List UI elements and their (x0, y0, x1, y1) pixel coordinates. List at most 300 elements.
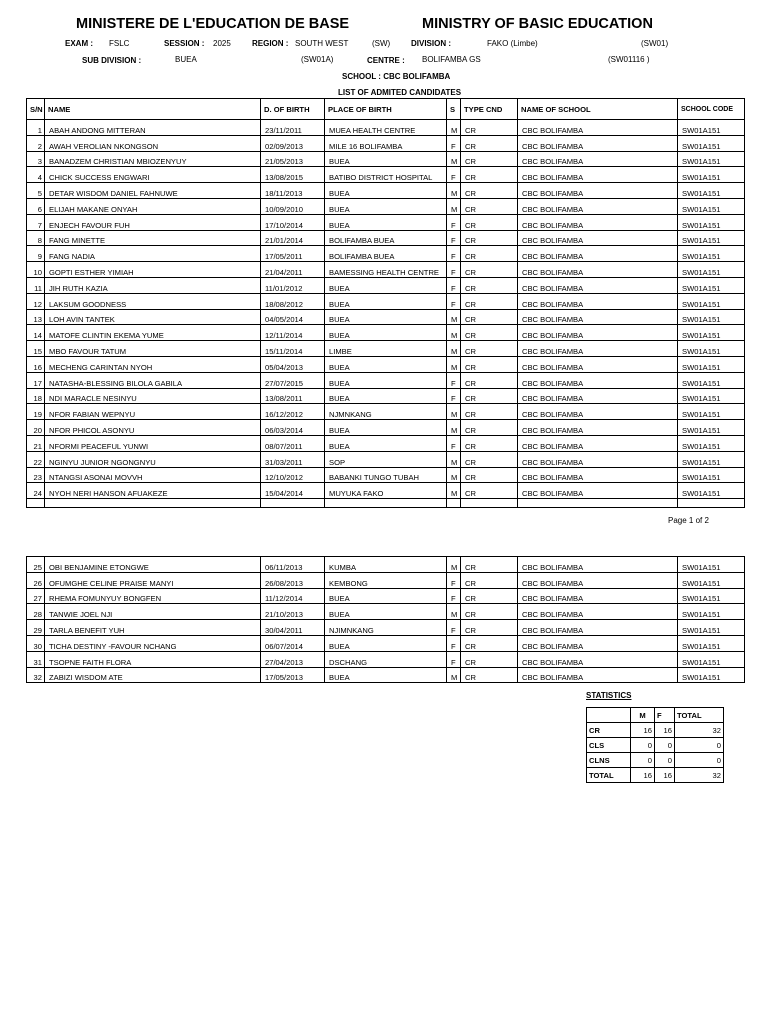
cell-place-of-birth: MUYUKA FAKO (325, 483, 447, 499)
cell-sn: 11 (27, 277, 45, 293)
cell-name: TANWIE JOEL NJI (45, 604, 261, 620)
stats-row (587, 723, 724, 738)
session-label: SESSION : (164, 39, 205, 48)
table-row (27, 277, 745, 293)
cell-school-name: CBC BOLIFAMBA (518, 230, 678, 246)
col-header-dob: D. OF BIRTH (261, 99, 325, 120)
cell-place-of-birth: BUEA (325, 667, 447, 683)
cell-sn: 9 (27, 246, 45, 262)
cell-sn: 14 (27, 325, 45, 341)
region-value: SOUTH WEST (295, 39, 349, 48)
table-row (27, 635, 745, 651)
cell-place-of-birth: BUEA (325, 356, 447, 372)
cell-dob: 21/04/2011 (261, 262, 325, 278)
statistics-table (586, 707, 724, 783)
stats-row-label: TOTAL (587, 768, 631, 783)
cell-school-name: CBC BOLIFAMBA (518, 588, 678, 604)
stats-row (587, 738, 724, 753)
stats-row-label: CLS (587, 738, 631, 753)
cell-sex: M (447, 309, 461, 325)
cell-type-cnd: CR (461, 667, 518, 683)
cell-school-code: SW01A151 (678, 309, 745, 325)
cell-sn: 20 (27, 420, 45, 436)
cell-school-name: CBC BOLIFAMBA (518, 151, 678, 167)
col-header-school-code: SCHOOL CODE (678, 99, 745, 120)
centre-code: (SW01116 ) (608, 55, 650, 64)
cell-school-code: SW01A151 (678, 262, 745, 278)
table-row (27, 135, 745, 151)
cell-sn: 17 (27, 372, 45, 388)
stats-header-m: M (631, 708, 655, 723)
cell-sn: 12 (27, 293, 45, 309)
cell-name: MBO FAVOUR TATUM (45, 341, 261, 357)
table-row (27, 183, 745, 199)
cell-sex: F (447, 435, 461, 451)
table-row (27, 651, 745, 667)
cell-dob: 18/11/2013 (261, 183, 325, 199)
cell-place-of-birth: BAMESSING HEALTH CENTRE (325, 262, 447, 278)
cell-sex: M (447, 557, 461, 573)
cell-sn: 29 (27, 620, 45, 636)
cell-type-cnd: CR (461, 198, 518, 214)
col-header-sn: S/N (27, 99, 45, 120)
cell-sn: 3 (27, 151, 45, 167)
stats-value: 0 (631, 753, 655, 768)
cell-school-name: CBC BOLIFAMBA (518, 183, 678, 199)
cell-dob: 04/05/2014 (261, 309, 325, 325)
cell-school-name: CBC BOLIFAMBA (518, 325, 678, 341)
cell-dob: 17/05/2011 (261, 246, 325, 262)
cell-sn: 24 (27, 483, 45, 499)
cell-type-cnd: CR (461, 451, 518, 467)
cell-sn: 28 (27, 604, 45, 620)
cell-sex: M (447, 604, 461, 620)
cell-type-cnd: CR (461, 572, 518, 588)
cell-sex: F (447, 262, 461, 278)
list-title: LIST OF ADMITED CANDIDATES (338, 88, 462, 97)
cell-dob: 13/08/2011 (261, 388, 325, 404)
cell-sex: F (447, 572, 461, 588)
cell-place-of-birth: BUEA (325, 372, 447, 388)
cell-sex: M (447, 198, 461, 214)
cell-place-of-birth: MUEA HEALTH CENTRE (325, 120, 447, 136)
cell-place-of-birth: DSCHANG (325, 651, 447, 667)
cell-school-code: SW01A151 (678, 420, 745, 436)
table-row (27, 467, 745, 483)
cell-school-code: SW01A151 (678, 667, 745, 683)
school-line: SCHOOL : CBC BOLIFAMBA (342, 72, 451, 81)
cell-sex: M (447, 183, 461, 199)
cell-school-code: SW01A151 (678, 293, 745, 309)
cell-sex: M (447, 404, 461, 420)
cell-school-code: SW01A151 (678, 135, 745, 151)
cell-name: NGINYU JUNIOR NGONGNYU (45, 451, 261, 467)
cell-school-name: CBC BOLIFAMBA (518, 135, 678, 151)
cell-type-cnd: CR (461, 277, 518, 293)
cell-school-code: SW01A151 (678, 356, 745, 372)
table-row (27, 435, 745, 451)
cell-school-name: CBC BOLIFAMBA (518, 246, 678, 262)
cell-name: DETAR WISDOM DANIEL FAHNUWE (45, 183, 261, 199)
col-header-sex: S (447, 99, 461, 120)
candidates-table-page-2 (26, 556, 745, 683)
table-row (27, 309, 745, 325)
cell-sex: F (447, 246, 461, 262)
cell-name: TICHA DESTINY -FAVOUR NCHANG (45, 635, 261, 651)
cell-school-code: SW01A151 (678, 341, 745, 357)
empty-cell (461, 499, 518, 508)
cell-name: TSOPNE FAITH FLORA (45, 651, 261, 667)
cell-place-of-birth: MILE 16 BOLIFAMBA (325, 135, 447, 151)
table-row (27, 293, 745, 309)
exam-label: EXAM : (65, 39, 93, 48)
cell-dob: 05/04/2013 (261, 356, 325, 372)
cell-school-code: SW01A151 (678, 151, 745, 167)
cell-school-name: CBC BOLIFAMBA (518, 404, 678, 420)
stats-header-total: TOTAL (675, 708, 724, 723)
cell-sn: 22 (27, 451, 45, 467)
stats-row-label: CLNS (587, 753, 631, 768)
cell-type-cnd: CR (461, 557, 518, 573)
stats-header-f: F (655, 708, 675, 723)
cell-name: NYOH NERI HANSON AFUAKEZE (45, 483, 261, 499)
cell-place-of-birth: NJMNKANG (325, 404, 447, 420)
cell-sex: F (447, 635, 461, 651)
col-header-school-name: NAME OF SCHOOL (518, 99, 678, 120)
cell-type-cnd: CR (461, 214, 518, 230)
cell-place-of-birth: BUEA (325, 198, 447, 214)
stats-value: 16 (631, 768, 655, 783)
cell-school-code: SW01A151 (678, 198, 745, 214)
cell-dob: 17/05/2013 (261, 667, 325, 683)
cell-sn: 32 (27, 667, 45, 683)
cell-sex: F (447, 588, 461, 604)
cell-sn: 6 (27, 198, 45, 214)
stats-row (587, 753, 724, 768)
table-row (27, 404, 745, 420)
stats-value: 16 (655, 723, 675, 738)
cell-sex: M (447, 483, 461, 499)
cell-school-code: SW01A151 (678, 620, 745, 636)
cell-name: RHEMA FOMUNYUY BONGFEN (45, 588, 261, 604)
cell-name: JIH RUTH KAZIA (45, 277, 261, 293)
cell-school-name: CBC BOLIFAMBA (518, 451, 678, 467)
cell-place-of-birth: BUEA (325, 635, 447, 651)
cell-school-code: SW01A151 (678, 604, 745, 620)
cell-type-cnd: CR (461, 604, 518, 620)
cell-dob: 17/10/2014 (261, 214, 325, 230)
cell-school-code: SW01A151 (678, 635, 745, 651)
cell-sex: F (447, 293, 461, 309)
table-row-blank (27, 499, 745, 508)
cell-school-name: CBC BOLIFAMBA (518, 356, 678, 372)
cell-school-code: SW01A151 (678, 557, 745, 573)
cell-sn: 31 (27, 651, 45, 667)
cell-school-name: CBC BOLIFAMBA (518, 309, 678, 325)
cell-dob: 13/08/2015 (261, 167, 325, 183)
cell-dob: 11/12/2014 (261, 588, 325, 604)
cell-name: TARLA BENEFIT YUH (45, 620, 261, 636)
cell-school-name: CBC BOLIFAMBA (518, 620, 678, 636)
cell-school-name: CBC BOLIFAMBA (518, 651, 678, 667)
cell-sex: F (447, 620, 461, 636)
stats-header-row (587, 708, 724, 723)
cell-school-name: CBC BOLIFAMBA (518, 198, 678, 214)
cell-dob: 21/01/2014 (261, 230, 325, 246)
cell-name: FANG MINETTE (45, 230, 261, 246)
cell-type-cnd: CR (461, 420, 518, 436)
cell-school-code: SW01A151 (678, 404, 745, 420)
table-row (27, 214, 745, 230)
table-row (27, 483, 745, 499)
cell-dob: 15/04/2014 (261, 483, 325, 499)
cell-sex: M (447, 151, 461, 167)
cell-place-of-birth: BUEA (325, 277, 447, 293)
cell-school-name: CBC BOLIFAMBA (518, 667, 678, 683)
table-row (27, 167, 745, 183)
cell-type-cnd: CR (461, 230, 518, 246)
cell-sex: F (447, 214, 461, 230)
cell-sn: 18 (27, 388, 45, 404)
table-row (27, 372, 745, 388)
empty-cell (518, 499, 678, 508)
cell-name: NFOR PHICOL ASONYU (45, 420, 261, 436)
table-row (27, 388, 745, 404)
cell-type-cnd: CR (461, 309, 518, 325)
cell-sex: F (447, 651, 461, 667)
stats-value: 0 (655, 753, 675, 768)
cell-sn: 25 (27, 557, 45, 573)
cell-type-cnd: CR (461, 246, 518, 262)
cell-place-of-birth: BUEA (325, 420, 447, 436)
cell-name: ABAH ANDONG MITTERAN (45, 120, 261, 136)
cell-place-of-birth: BABANKI TUNGO TUBAH (325, 467, 447, 483)
stats-value: 0 (675, 753, 724, 768)
cell-sn: 26 (27, 572, 45, 588)
cell-school-code: SW01A151 (678, 467, 745, 483)
cell-name: MECHENG CARINTAN NYOH (45, 356, 261, 372)
centre-value: BOLIFAMBA GS (422, 55, 481, 64)
cell-place-of-birth: BUEA (325, 183, 447, 199)
col-header-type-cnd: TYPE CND (461, 99, 518, 120)
cell-place-of-birth: SOP (325, 451, 447, 467)
session-value: 2025 (213, 39, 231, 48)
cell-type-cnd: CR (461, 135, 518, 151)
stats-value: 32 (675, 768, 724, 783)
cell-dob: 16/12/2012 (261, 404, 325, 420)
cell-school-code: SW01A151 (678, 246, 745, 262)
table-row (27, 667, 745, 683)
cell-sn: 30 (27, 635, 45, 651)
cell-school-code: SW01A151 (678, 167, 745, 183)
cell-school-name: CBC BOLIFAMBA (518, 604, 678, 620)
cell-name: LAKSUM GOODNESS (45, 293, 261, 309)
cell-dob: 08/07/2011 (261, 435, 325, 451)
cell-sn: 19 (27, 404, 45, 420)
cell-place-of-birth: BUEA (325, 388, 447, 404)
cell-place-of-birth: BOLIFAMBA BUEA (325, 246, 447, 262)
cell-school-name: CBC BOLIFAMBA (518, 388, 678, 404)
col-header-name: NAME (45, 99, 261, 120)
cell-school-name: CBC BOLIFAMBA (518, 483, 678, 499)
empty-cell (325, 499, 447, 508)
cell-sex: M (447, 451, 461, 467)
cell-type-cnd: CR (461, 635, 518, 651)
cell-place-of-birth: BUEA (325, 435, 447, 451)
cell-dob: 06/11/2013 (261, 557, 325, 573)
cell-school-code: SW01A151 (678, 120, 745, 136)
cell-sn: 23 (27, 467, 45, 483)
stats-value: 0 (675, 738, 724, 753)
cell-school-code: SW01A151 (678, 388, 745, 404)
cell-type-cnd: CR (461, 620, 518, 636)
centre-label: CENTRE : (367, 56, 405, 65)
cell-sn: 15 (27, 341, 45, 357)
table-row (27, 451, 745, 467)
subdivision-value: BUEA (175, 55, 197, 64)
table-row (27, 572, 745, 588)
cell-sex: M (447, 667, 461, 683)
cell-place-of-birth: BUEA (325, 151, 447, 167)
candidates-table-page-1 (26, 98, 745, 508)
cell-type-cnd: CR (461, 388, 518, 404)
cell-dob: 18/08/2012 (261, 293, 325, 309)
cell-place-of-birth: NJIMNKANG (325, 620, 447, 636)
cell-type-cnd: CR (461, 467, 518, 483)
cell-school-name: CBC BOLIFAMBA (518, 635, 678, 651)
cell-name: AWAH VEROLIAN NKONGSON (45, 135, 261, 151)
title-french: MINISTERE DE L'EDUCATION DE BASE (76, 16, 350, 32)
cell-sn: 4 (27, 167, 45, 183)
cell-place-of-birth: BUEA (325, 293, 447, 309)
cell-name: NATASHA-BLESSING BILOLA GABILA (45, 372, 261, 388)
cell-place-of-birth: LIMBE (325, 341, 447, 357)
col-header-place-of-birth: PLACE OF BIRTH (325, 99, 447, 120)
stats-value: 16 (631, 723, 655, 738)
table-row (27, 620, 745, 636)
cell-type-cnd: CR (461, 372, 518, 388)
cell-dob: 06/03/2014 (261, 420, 325, 436)
cell-type-cnd: CR (461, 651, 518, 667)
cell-sn: 1 (27, 120, 45, 136)
cell-place-of-birth: BATIBO DISTRICT HOSPITAL (325, 167, 447, 183)
cell-name: NTANGSI ASONAI MOVVH (45, 467, 261, 483)
cell-type-cnd: CR (461, 183, 518, 199)
division-code: (SW01) (641, 39, 669, 48)
cell-sn: 21 (27, 435, 45, 451)
cell-sn: 8 (27, 230, 45, 246)
cell-sex: M (447, 467, 461, 483)
cell-dob: 12/10/2012 (261, 467, 325, 483)
cell-dob: 11/01/2012 (261, 277, 325, 293)
cell-name: ZABIZI WISDOM ATE (45, 667, 261, 683)
statistics-title: STATISTICS (586, 691, 632, 700)
cell-sex: F (447, 230, 461, 246)
table-row (27, 230, 745, 246)
cell-type-cnd: CR (461, 167, 518, 183)
stats-value: 32 (675, 723, 724, 738)
cell-school-code: SW01A151 (678, 483, 745, 499)
cell-sn: 5 (27, 183, 45, 199)
empty-cell (447, 499, 461, 508)
cell-sn: 27 (27, 588, 45, 604)
division-label: DIVISION : (411, 39, 452, 48)
cell-type-cnd: CR (461, 293, 518, 309)
cell-place-of-birth: KEMBONG (325, 572, 447, 588)
cell-school-name: CBC BOLIFAMBA (518, 277, 678, 293)
cell-school-code: SW01A151 (678, 451, 745, 467)
cell-name: NDI MARACLE NESINYU (45, 388, 261, 404)
cell-sn: 13 (27, 309, 45, 325)
cell-school-name: CBC BOLIFAMBA (518, 557, 678, 573)
cell-dob: 02/09/2013 (261, 135, 325, 151)
cell-school-code: SW01A151 (678, 435, 745, 451)
cell-sex: F (447, 372, 461, 388)
empty-cell (261, 499, 325, 508)
cell-name: FANG NADIA (45, 246, 261, 262)
cell-school-name: CBC BOLIFAMBA (518, 341, 678, 357)
cell-sn: 16 (27, 356, 45, 372)
table-row (27, 198, 745, 214)
region-label: REGION : (252, 39, 289, 48)
cell-type-cnd: CR (461, 356, 518, 372)
cell-dob: 30/04/2011 (261, 620, 325, 636)
subdivision-label: SUB DIVISION : (82, 56, 142, 65)
cell-name: NFORMI PEACEFUL YUNWI (45, 435, 261, 451)
table-row (27, 325, 745, 341)
cell-school-name: CBC BOLIFAMBA (518, 372, 678, 388)
cell-dob: 31/03/2011 (261, 451, 325, 467)
cell-school-name: CBC BOLIFAMBA (518, 420, 678, 436)
cell-sn: 7 (27, 214, 45, 230)
cell-type-cnd: CR (461, 404, 518, 420)
cell-place-of-birth: BUEA (325, 309, 447, 325)
empty-cell (678, 499, 745, 508)
table-row (27, 341, 745, 357)
cell-sex: F (447, 135, 461, 151)
cell-name: GOPTI ESTHER YIMIAH (45, 262, 261, 278)
cell-type-cnd: CR (461, 151, 518, 167)
cell-school-name: CBC BOLIFAMBA (518, 214, 678, 230)
stats-value: 0 (655, 738, 675, 753)
cell-sex: F (447, 277, 461, 293)
cell-type-cnd: CR (461, 325, 518, 341)
cell-school-code: SW01A151 (678, 572, 745, 588)
cell-name: BANADZEM CHRISTIAN MBIOZENYUY (45, 151, 261, 167)
cell-dob: 27/04/2013 (261, 651, 325, 667)
cell-school-name: CBC BOLIFAMBA (518, 293, 678, 309)
cell-school-code: SW01A151 (678, 230, 745, 246)
table-row (27, 604, 745, 620)
cell-name: ELIJAH MAKANE ONYAH (45, 198, 261, 214)
cell-sex: M (447, 120, 461, 136)
table-row (27, 588, 745, 604)
cell-type-cnd: CR (461, 120, 518, 136)
cell-dob: 06/07/2014 (261, 635, 325, 651)
cell-type-cnd: CR (461, 341, 518, 357)
cell-name: LOH AVIN TANTEK (45, 309, 261, 325)
cell-name: ENJECH FAVOUR FUH (45, 214, 261, 230)
cell-school-code: SW01A151 (678, 651, 745, 667)
division-value: FAKO (Limbe) (487, 39, 538, 48)
cell-type-cnd: CR (461, 483, 518, 499)
cell-school-name: CBC BOLIFAMBA (518, 167, 678, 183)
region-code: (SW) (372, 39, 391, 48)
page-number: Page 1 of 2 (668, 516, 709, 525)
title-english: MINISTRY OF BASIC EDUCATION (422, 16, 653, 32)
cell-name: MATOFE CLINTIN EKEMA YUME (45, 325, 261, 341)
cell-school-code: SW01A151 (678, 372, 745, 388)
